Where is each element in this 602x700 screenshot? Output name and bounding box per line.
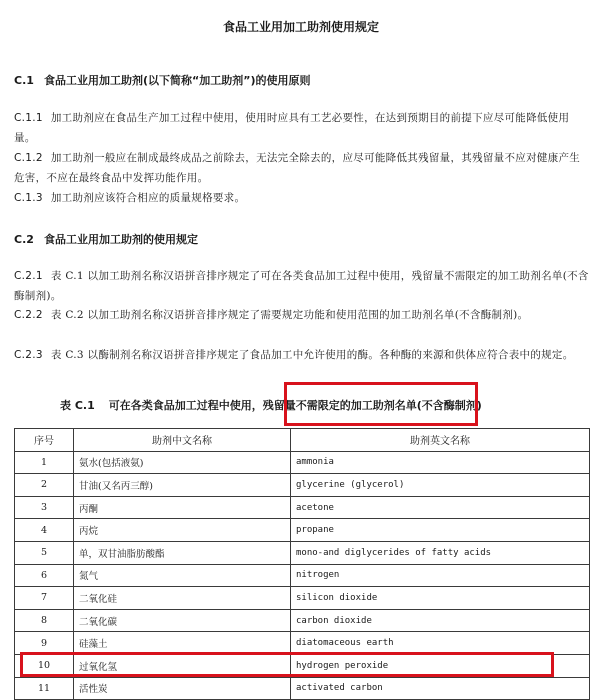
row-chinese-name: 氨水(包括液氨) <box>74 451 291 474</box>
row-english-name: hydrogen peroxide <box>291 654 590 677</box>
clause-c1-3 <box>14 188 590 208</box>
table-row <box>15 541 590 564</box>
row-english-name: acetone <box>291 496 590 519</box>
clause-number: C.1.1 <box>14 112 43 124</box>
clause-text: 表 C.1 以加工助剂名称汉语拼音排序规定了可在各类食品加工过程中使用，残留量不需限定的加工助剂名单(不含酶制剂)。 <box>14 270 589 302</box>
clause-number: C.2.3 <box>14 349 43 361</box>
row-number: 3 <box>15 496 74 519</box>
section-heading-c1 <box>14 72 311 88</box>
row-number: 10 <box>15 654 74 677</box>
row-english-name: nitrogen <box>291 564 590 587</box>
clause-c2-2 <box>14 305 590 325</box>
table-caption-number: 表 C.1 <box>60 399 95 412</box>
row-chinese-name: 二氧化硅 <box>74 587 291 610</box>
row-english-name: diatomaceous earth <box>291 632 590 655</box>
document-title: 食品工业用加工助剂使用规定 <box>222 20 379 34</box>
row-chinese-name: 过氧化氢 <box>74 654 291 677</box>
clause-number: C.2.1 <box>14 270 43 282</box>
row-number: 7 <box>15 587 74 610</box>
section-number: C.2 <box>14 233 34 246</box>
table-row <box>15 564 590 587</box>
clause-number: C.1.3 <box>14 192 43 204</box>
clause-text: 加工助剂一般应在制成最终成品之前除去，无法完全除去的，应尽可能降低其残留量，其残留量不应对健康产生危害，不应在最终食品中发挥功能作用。 <box>14 152 581 184</box>
row-number: 8 <box>15 609 74 632</box>
section-number: C.1 <box>14 74 34 87</box>
row-chinese-name: 硅藻土 <box>74 632 291 655</box>
clause-text: 表 C.2 以加工助剂名称汉语拼音排序规定了需要规定功能和使用范围的加工助剂名单(不含酶制剂)。 <box>50 309 529 321</box>
row-english-name: carbon dioxide <box>291 609 590 632</box>
row-number: 9 <box>15 632 74 655</box>
table-row <box>15 474 590 497</box>
row-english-name: silicon dioxide <box>291 587 590 610</box>
section-title: 食品工业用加工助剂的使用规定 <box>44 233 198 246</box>
row-number: 5 <box>15 541 74 564</box>
clause-c1-1 <box>14 108 590 148</box>
row-english-name: ammonia <box>291 451 590 474</box>
table-row <box>15 519 590 542</box>
caption-highlight-box <box>284 382 478 426</box>
row-number: 2 <box>15 474 74 497</box>
table-row <box>15 451 590 474</box>
section-heading-c2 <box>14 231 198 247</box>
row-number: 4 <box>15 519 74 542</box>
clause-text: 加工助剂应在食品生产加工过程中使用，使用时应具有工艺必要性，在达到预期目的前提下应尽可能降低使用量。 <box>14 112 570 144</box>
row-chinese-name: 甘油(又名丙三醇) <box>74 474 291 497</box>
row-chinese-name: 丙烷 <box>74 519 291 542</box>
row-english-name: glycerine (glycerol) <box>291 474 590 497</box>
row-chinese-name: 氮气 <box>74 564 291 587</box>
section-title: 食品工业用加工助剂(以下简称“加工助剂”)的使用原则 <box>44 74 311 87</box>
row-chinese-name: 丙酮 <box>74 496 291 519</box>
table-row <box>15 677 590 700</box>
row-chinese-name: 活性炭 <box>74 677 291 700</box>
clause-number: C.1.2 <box>14 152 43 164</box>
clause-c2-3 <box>14 345 590 365</box>
header-chinese-name: 助剂中文名称 <box>74 429 291 452</box>
header-english-name: 助剂英文名称 <box>291 429 590 452</box>
table-header-row <box>15 429 590 452</box>
clause-c1-2 <box>14 148 590 188</box>
row-english-name: activated carbon <box>291 677 590 700</box>
row-chinese-name: 二氧化碳 <box>74 609 291 632</box>
row-chinese-name: 单，双甘油脂肪酸酯 <box>74 541 291 564</box>
table-row <box>15 587 590 610</box>
clause-text: 表 C.3 以酶制剂名称汉语拼音排序规定了食品加工中允许使用的酶。各种酶的来源和供体应符合表中的规定。 <box>50 349 574 361</box>
table-row <box>15 609 590 632</box>
table-caption-text: 可在各类食品加工过程中使用，残留量不需限定的加工助剂名单(不含酶制剂) <box>108 399 482 412</box>
clause-text: 加工助剂应该符合相应的质量规格要求。 <box>50 192 246 204</box>
row-number: 11 <box>15 677 74 700</box>
row-english-name: propane <box>291 519 590 542</box>
table-row <box>15 496 590 519</box>
header-seq: 序号 <box>15 429 74 452</box>
row-highlight-box <box>20 652 554 677</box>
row-number: 6 <box>15 564 74 587</box>
row-number: 1 <box>15 451 74 474</box>
clause-number: C.2.2 <box>14 309 43 321</box>
clause-c2-1 <box>14 266 590 306</box>
row-english-name: mono-and diglycerides of fatty acids <box>291 541 590 564</box>
